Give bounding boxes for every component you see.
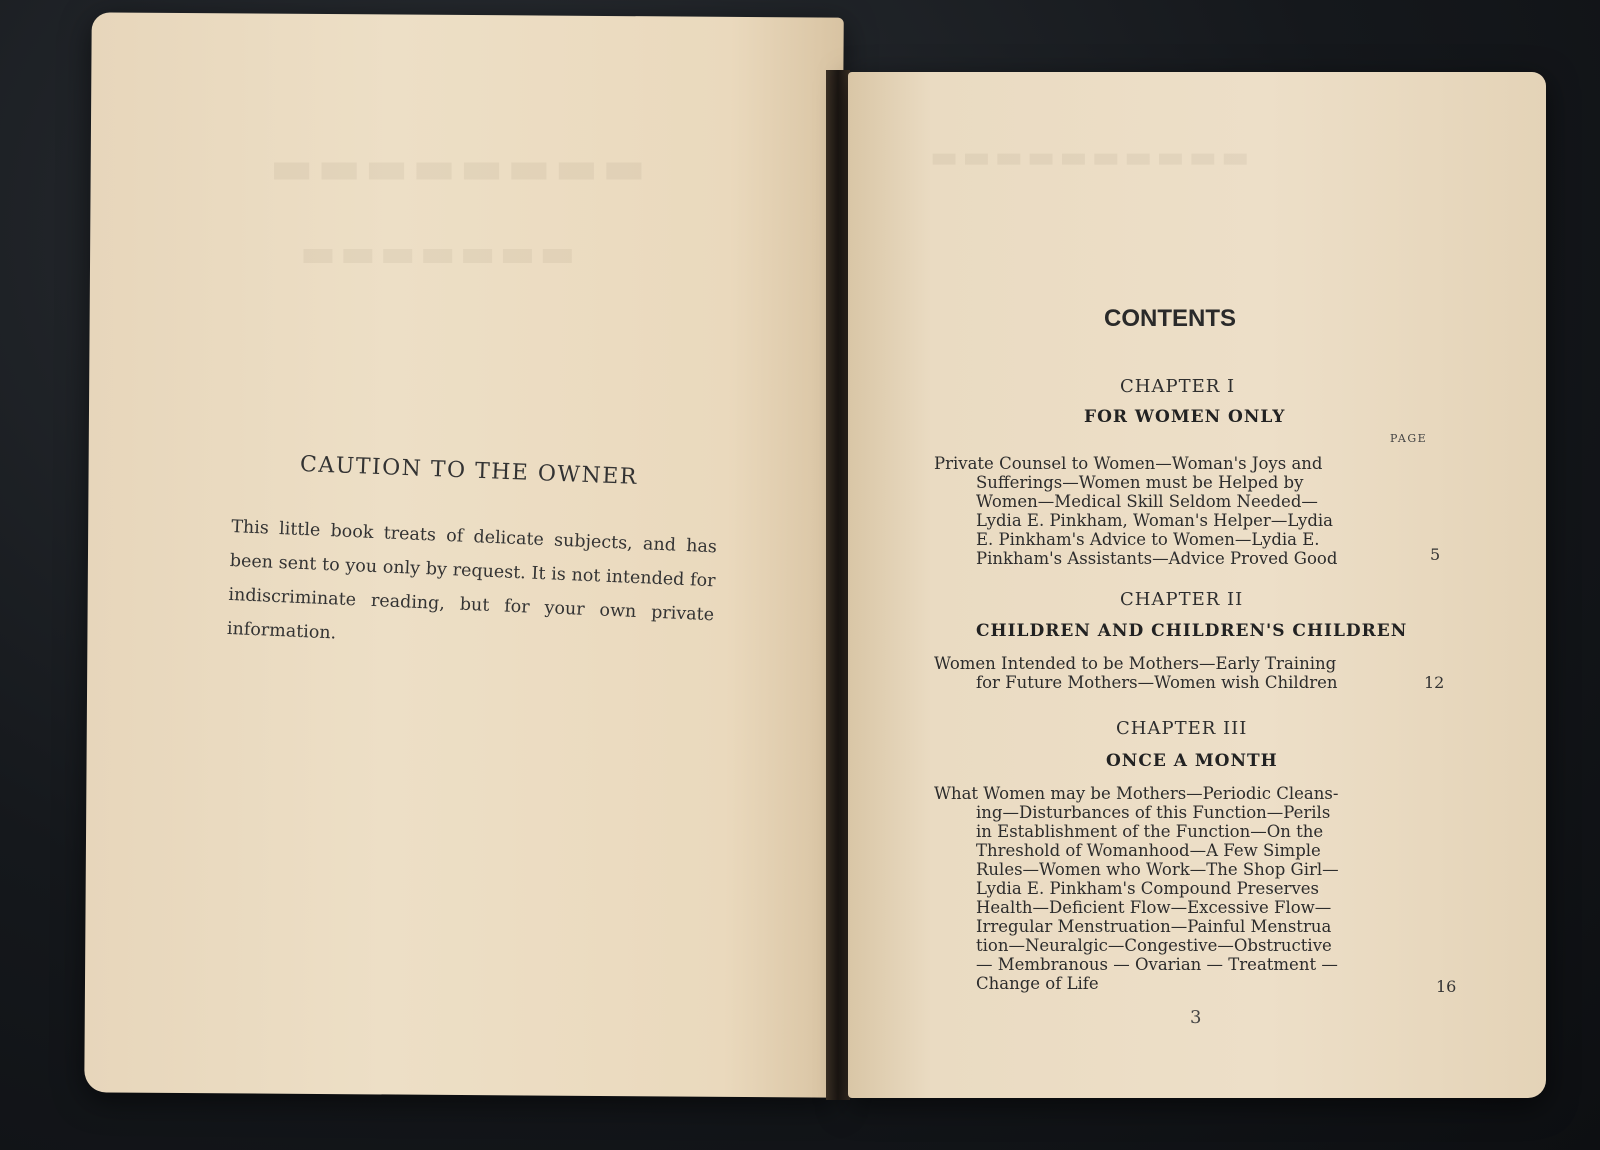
chapter-3-label: CHAPTER III [1116,718,1248,739]
entry-line: Health—Deficient Flow—Excessive Flow— [976,898,1332,917]
chapter-1-subtitle: FOR WOMEN ONLY [1084,407,1286,427]
chapter-3-page-number: 16 [1436,977,1457,996]
entry-line: Pinkham's Assistants—Advice Proved Good [976,549,1338,568]
chapter-3-entry [934,784,1339,993]
caution-body: This little book treats of delicate subjects, and has been sent to you only by request. It is not intended for indiscriminate reading, but for your own private information. [226,516,718,644]
entry-line: in Establishment of the Function—On the [976,822,1324,841]
contents-title: CONTENTS [1104,305,1236,332]
chapter-3-subtitle: ONCE A MONTH [1106,751,1278,771]
caution-title: CAUTION TO THE OWNER [299,452,639,490]
entry-line: Rules—Women who Work—The Shop Girl— [976,860,1339,879]
entry-line: Women—Medical Skill Seldom Needed— [976,492,1318,511]
chapter-2-label: CHAPTER II [1120,589,1244,610]
chapter-2-page-number: 12 [1424,673,1445,692]
entry-line: Women Intended to be Mothers—Early Training [934,654,1337,673]
bleed-through-mark: ▬▬▬▬▬▬▬▬▬▬ [930,140,1254,175]
entry-line: Lydia E. Pinkham's Compound Preserves [976,879,1319,898]
chapter-1-label: CHAPTER I [1120,376,1236,397]
entry-line: E. Pinkham's Advice to Women—Lydia E. [976,530,1320,549]
book-spine-gutter [826,70,850,1100]
page-folio-number: 3 [1190,1007,1202,1028]
chapter-1-page-number: 5 [1430,545,1441,564]
entry-line: Irregular Menstruation—Painful Menstrua [976,917,1332,936]
chapter-1-entry [934,454,1337,568]
entry-line: tion—Neuralgic—Congestive—Obstructive [976,936,1332,955]
page-column-heading: PAGE [1390,432,1428,445]
entry-line: What Women may be Mothers—Periodic Cleans- [934,784,1339,803]
entry-line: ing—Disturbances of this Function—Perils [976,803,1331,822]
chapter-2-entry [934,654,1338,692]
entry-line: Change of Life [976,974,1099,993]
entry-line: Threshold of Womanhood—A Few Simple [976,841,1321,860]
chapter-2-subtitle: CHILDREN AND CHILDREN'S CHILDREN [976,621,1408,641]
bleed-through-mark: ▬▬▬▬▬▬▬ [300,230,580,275]
entry-line: Sufferings—Women must be Helped by [976,473,1304,492]
entry-line: for Future Mothers—Women wish Children [976,673,1338,692]
entry-line: Lydia E. Pinkham, Woman's Helper—Lydia [976,511,1333,530]
entry-line: Private Counsel to Women—Woman's Joys and [934,454,1323,473]
bleed-through-mark: ▬▬▬▬▬▬▬▬ [270,140,650,194]
entry-line: — Membranous — Ovarian — Treatment — [976,955,1338,974]
